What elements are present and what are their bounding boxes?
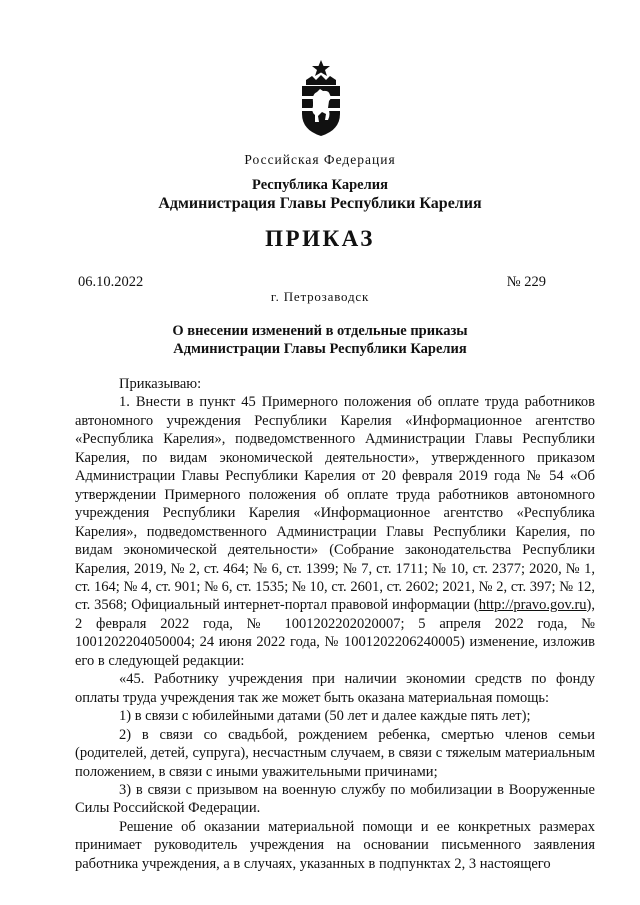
body-paragraph-5: 3) в связи с призывом на военную службу по мобилизации в Вооруженные Силы Российской Федерации.: [75, 781, 595, 817]
subject-line-2: Администрации Главы Республики Карелия: [173, 341, 467, 357]
document-subject: [130, 322, 510, 358]
body-paragraph-order: Приказываю:: [119, 376, 202, 392]
republic-name: Республика Карелия: [252, 177, 388, 193]
body-paragraph-6: Решение об оказании материальной помощи и ее конкретных размерах принимает руководитель учреждения на основании письменного заявления работника учреждения, а в случаях, указанных в подпунктах 2, 3 настоящего: [75, 818, 595, 872]
subject-line-1: О внесении изменений в отдельные приказы: [172, 323, 468, 339]
administration-name: Администрация Главы Республики Карелия: [158, 195, 482, 212]
document-body: [75, 375, 595, 873]
body-paragraph-4: 2) в связи со свадьбой, рождением ребенка, смертью членов семьи (родителей, детей, супруга), несчастным случаем, в связи с тяжелым материальным положением, в связи с иными уважительными причинами;: [75, 726, 595, 780]
body-paragraph-3: 1) в связи с юбилейными датами (50 лет и далее каждые пять лет);: [119, 708, 531, 725]
document-date: 06.10.2022: [78, 274, 144, 290]
emblem-star: [312, 60, 330, 76]
pravo-gov-link[interactable]: http://pravo.gov.ru: [478, 597, 587, 614]
body-paragraph-2: «45. Работнику учреждения при наличии экономии средств по фонду оплаты труда учреждения так же может быть оказана материальная помощь:: [75, 671, 595, 706]
document-type-title: ПРИКАЗ: [265, 226, 375, 251]
country-name: Российская Федерация: [244, 152, 396, 167]
body-paragraph-1-text-a: 1. Внести в пункт 45 Примерного положения об оплате труда работников автономного учреждения Республики Карелия «Информационное агентство «Республика Карелия», подведомственного Администрации Главы Республики Карелия, по видам экономической деятельности», утвержденного приказом Администрации Главы Республики Карелия от 20 февраля 2019 года № 54 «Об утверждении Примерного положения об оплате труда работников автономного учреждения Республики Карелия «Информационное агентство «Республика Карелия», подведомственного Администрации Главы Республики Карелия, по видам экономической деятельности» (Собрание законодательства Республики Карелия, 2019, № 2, ст. 464; № 6, ст. 1399; № 7, ст. 1711; № 10, ст. 2377; 2020, № 1, ст. 164; № 4, ст. 901; № 6, ст. 1535; № 10, ст. 2601, ст. 2602; 2021, № 2, ст. 397; № 12, ст. 3568; Официальный интернет-портал правовой информации (: [75, 394, 595, 614]
emblem-crown: [306, 75, 336, 85]
karelia-coat-of-arms-emblem: [298, 58, 344, 138]
body-paragraph-1-text-b: ), 2 февраля 2022 года, № 1001202202020007; 5 апреля 2022 года, № 1001202204050004; 24 июня 2022 года, № 1001202206240005) изменение, изложив его в следующей редакции:: [75, 597, 595, 669]
body-paragraph-1: [75, 393, 595, 670]
document-city: г. Петрозаводск: [270, 289, 370, 304]
document-number: № 229: [506, 274, 546, 290]
